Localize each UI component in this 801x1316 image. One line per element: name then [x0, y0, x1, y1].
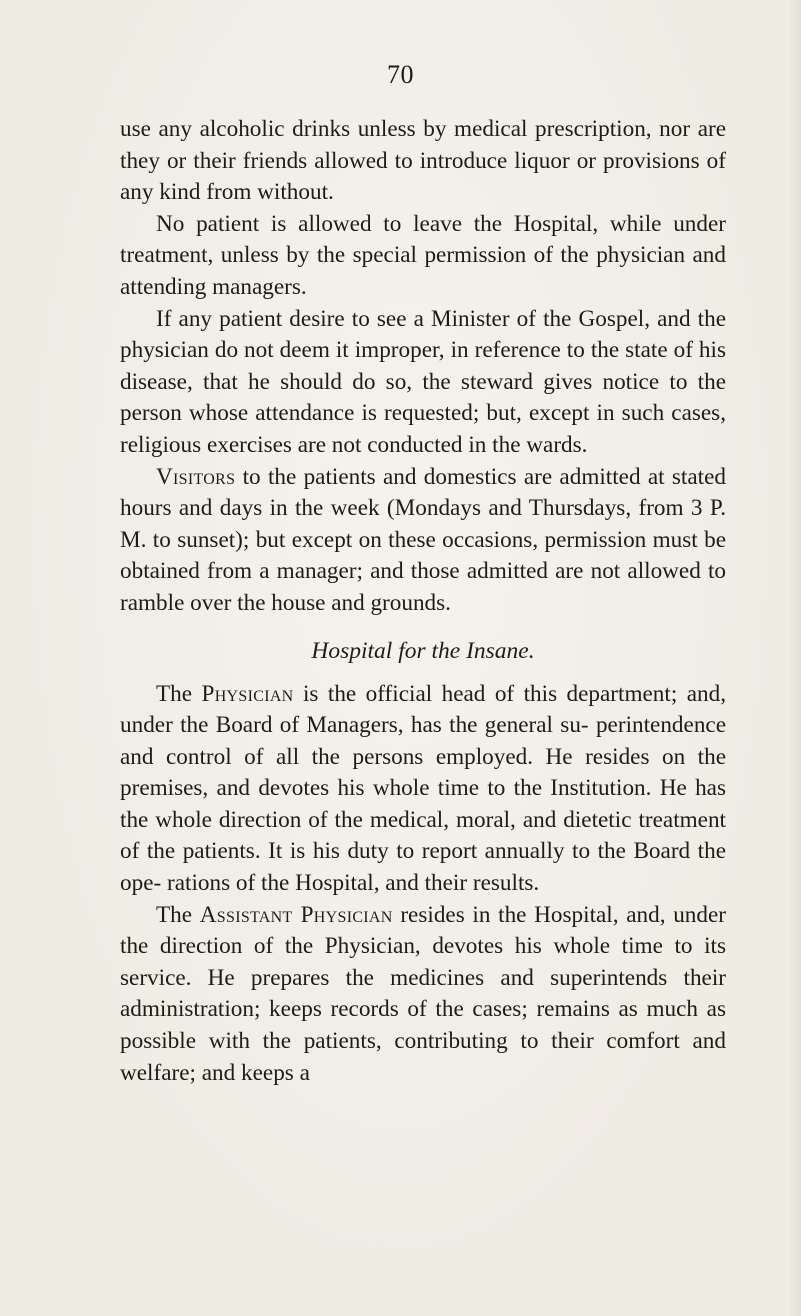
assistant-pre: The — [156, 901, 200, 928]
paragraph-continuation: use any alcoholic drinks unless by medical prescription, nor are they or their friends allowed to introduce liquor or provisions of any kind from without. — [120, 116, 726, 206]
physician-lead: Physician — [201, 680, 294, 707]
paragraph-leave-hospital: No patient is allowed to leave the Hospital, while under treatment, unless by the special permission of the physician and attending managers. — [120, 210, 726, 300]
visitors-lead: Visitors — [156, 463, 236, 490]
assistant-lead: Assistant Physician — [199, 901, 393, 928]
paragraph-physician — [120, 679, 726, 900]
paragraph-visitors — [120, 462, 726, 620]
physician-text: is the official head of this department; and, under the Board of Managers, has the general su- perintendence and control of all the persons employed. He resides on the premises, and devotes his whole time to the Institution. He has the whole direction of the medical, moral, and dietetic treatment of the patients. It is his duty to report annually to the Board the ope- rations of the Hospital, and their results. — [120, 680, 726, 897]
visitors-text: to the patients and domestics are admitted at stated hours and days in the week (Mondays and Thursdays, from 3 P. M. to sunset); but except on these occasions, permission must be obtained from a manager; and those admitted are not allowed to ramble over the house and grounds. — [120, 463, 726, 616]
section-heading: Hospital for the Insane. — [311, 637, 535, 664]
physician-pre: The — [156, 680, 202, 707]
page-edge-shadow — [787, 0, 801, 1316]
paragraph-assistant-physician — [120, 900, 726, 1090]
body-text — [120, 114, 726, 1089]
assistant-text: resides in the Hospital, and, under the direction of the Physician, devotes his whole time to its service. He prepares the medicines and superintends their administration; keeps records of the cases; remains as much as possible with the patients, contributing to their comfort and welfare; and keeps a — [120, 901, 726, 1086]
page-number: 70 — [387, 60, 414, 89]
paragraph-minister: If any patient desire to see a Minister of the Gospel, and the physician do not deem it improper, in reference to the state of his disease, that he should do so, the steward gives notice to the person whose attendance is requested; but, except in such cases, religious exercises are not conducted in the wards. — [120, 305, 726, 458]
